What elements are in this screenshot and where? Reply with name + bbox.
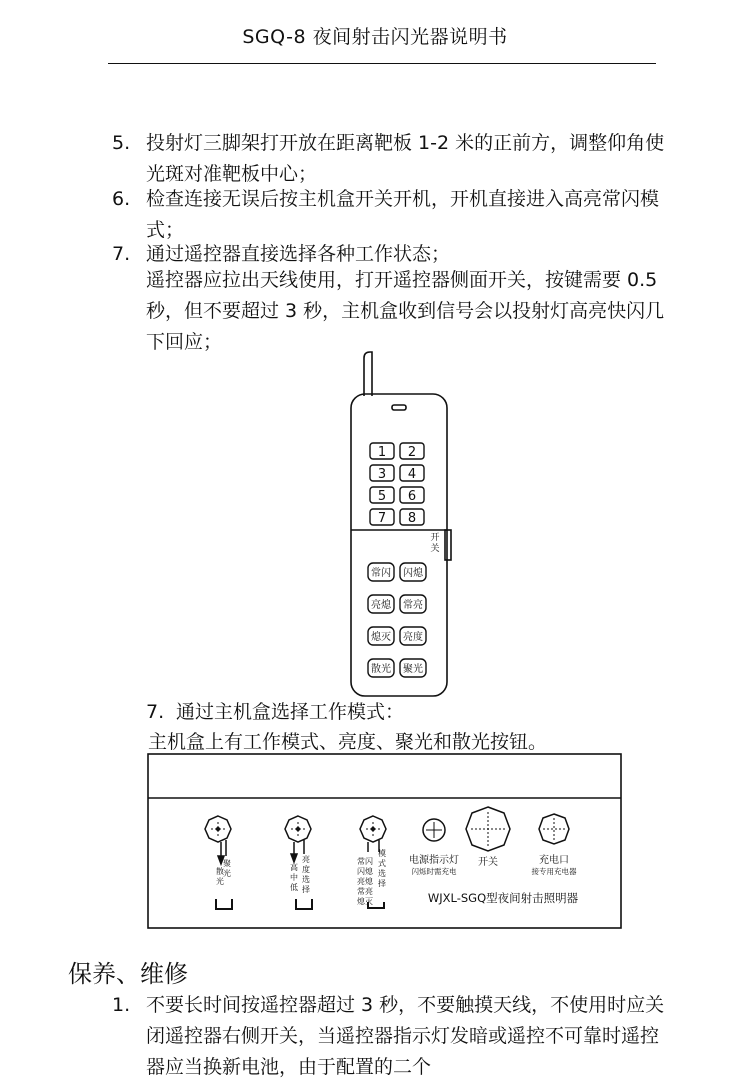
svg-text:常亮: 常亮 [357,887,373,896]
key-1-button[interactable] [370,443,394,460]
mode-key-button[interactable] [400,563,426,581]
mode-key-button[interactable] [400,595,426,613]
power-indicator-label: 电源指示灯 [409,855,459,866]
antenna-icon [364,352,372,396]
power-indicator-icon [423,819,445,841]
svg-text:光: 光 [216,877,224,886]
mode-keypad [368,563,426,677]
svg-text:5: 5 [377,489,387,504]
step-text: 投射灯三脚架打开放在距离靶板 1-2 米的正前方，调整仰角使光斑对准靶板中心； [146,132,665,185]
host-note: 主机盒上有工作模式、亮度、聚光和散光按钮。 [148,731,548,753]
mode-knob-label [357,848,386,906]
maintenance-item [112,990,672,1083]
svg-text:7: 7 [377,511,387,526]
step-number: 7. [112,243,131,265]
step-number: 5. [112,132,131,154]
remote-note: 遥控器应拉出天线使用，打开遥控器侧面开关，按键需要 0.5 秒，但不要超过 3 秒，主机盒收到信号会以投射灯高亮快闪几下回应； [146,269,665,353]
svg-text:聚: 聚 [223,859,231,868]
remote-control-illustration [340,350,460,700]
step-text: 通过遥控器直接选择各种工作状态； [146,243,451,265]
svg-text:光: 光 [223,869,231,878]
svg-text:闪熄: 闪熄 [403,568,423,579]
svg-text:1: 1 [377,445,387,460]
svg-text:6: 6 [407,489,417,504]
svg-text:常闪: 常闪 [357,857,373,866]
svg-text:亮熄: 亮熄 [371,600,391,611]
svg-text:择: 择 [302,885,310,894]
host-box-panel-illustration [146,752,624,932]
mode-key-button[interactable] [368,563,394,581]
svg-text:模: 模 [378,849,386,858]
step-number: 7. [146,701,165,723]
mode-key-button[interactable] [400,659,426,677]
charge-port-icon [539,814,569,844]
indicator-led [392,405,406,410]
step-number: 6. [112,188,131,210]
mode-key-button[interactable] [400,627,426,645]
focus-knob-label [216,859,231,886]
svg-text:亮: 亮 [302,855,310,864]
svg-text:2: 2 [407,445,417,460]
key-8-button[interactable] [400,509,424,526]
maintenance-number: 1. [112,994,131,1016]
charge-port-label: 充电口 [539,855,569,866]
key-7-button[interactable] [370,509,394,526]
svg-text:散光: 散光 [371,664,391,675]
svg-text:常亮: 常亮 [403,600,423,611]
key-3-button[interactable] [370,465,394,482]
key-4-button[interactable] [400,465,424,482]
maintenance-text: 不要长时间按遥控器超过 3 秒，不要触摸天线，不使用时应关闭遥控器右侧开关，当遥控器指示灯发暗或遥控不可靠时遥控器应当换新电池，由于配置的二个 [146,994,665,1078]
svg-text:度: 度 [302,865,310,874]
host-box-model: WJXL-SGQ型夜间射击照明器 [427,891,579,905]
switch-label [430,532,439,554]
svg-text:4: 4 [407,467,417,482]
svg-text:式: 式 [378,859,386,868]
svg-text:闪熄: 闪熄 [357,867,373,876]
page-header-title: SGQ-8 夜间射击闪光器说明书 [242,26,508,48]
svg-text:关: 关 [430,544,440,554]
power-switch-label: 开关 [478,857,498,868]
svg-text:选: 选 [378,869,386,878]
key-6-button[interactable] [400,487,424,504]
svg-text:熄灭: 熄灭 [357,897,373,906]
charge-port-sublabel: 接专用充电器 [531,867,577,876]
mode-key-button[interactable] [368,659,394,677]
key-5-button[interactable] [370,487,394,504]
step-text: 检查连接无误后按主机盒开关开机，开机直接进入高亮常闪模式； [146,188,660,241]
header-divider [108,63,656,64]
svg-text:散: 散 [216,867,224,876]
svg-text:8: 8 [407,511,417,526]
svg-text:3: 3 [377,467,387,482]
svg-text:亮度: 亮度 [403,632,423,643]
svg-text:择: 择 [378,879,386,888]
svg-text:选: 选 [302,875,310,884]
section-title: 保养、维修 [68,960,188,988]
mode-key-button[interactable] [368,595,394,613]
svg-text:熄灭: 熄灭 [371,632,391,643]
svg-text:中: 中 [290,873,298,882]
power-indicator-sublabel: 闪烁时需充电 [411,867,457,876]
step-item [112,184,672,246]
side-switch [445,530,451,560]
svg-text:开: 开 [430,533,440,543]
number-keypad [370,443,424,526]
step-item [112,128,672,190]
svg-text:高: 高 [290,863,298,872]
step-text: 通过主机盒选择工作模式： [176,701,405,723]
svg-text:低: 低 [290,883,298,892]
key-2-button[interactable] [400,443,424,460]
power-switch-icon[interactable] [466,807,510,851]
svg-text:亮熄: 亮熄 [357,877,373,886]
mode-key-button[interactable] [368,627,394,645]
svg-text:聚光: 聚光 [403,664,423,675]
step-item [112,697,672,728]
svg-text:常闪: 常闪 [371,568,391,579]
